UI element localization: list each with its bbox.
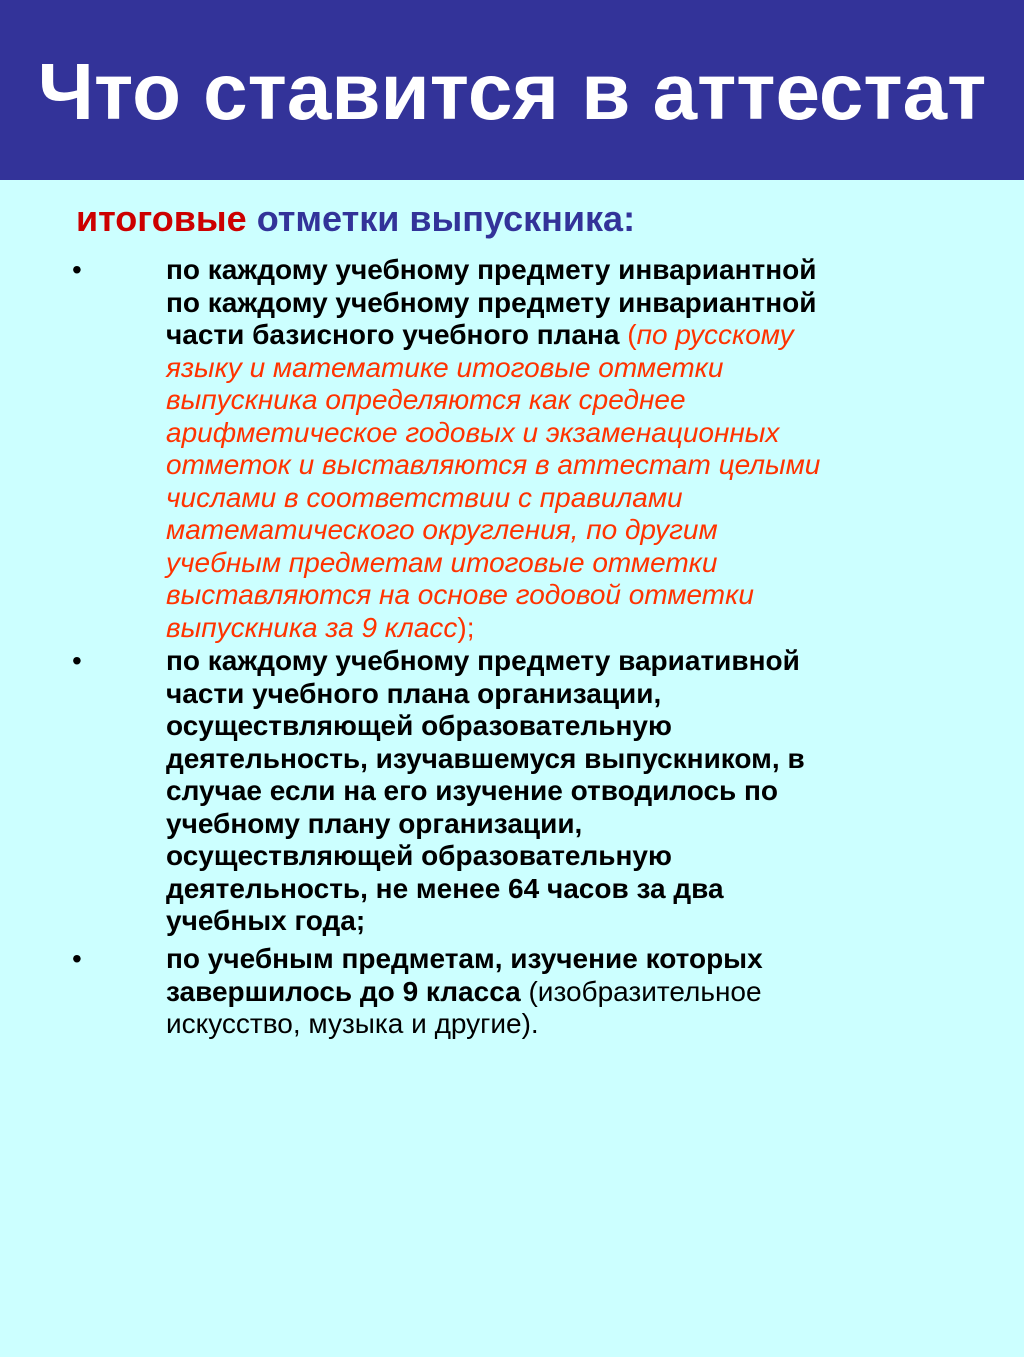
- text-line: по каждому учебному предмету вариативной: [166, 645, 800, 676]
- italic-note-line: арифметическое годовых и экзаменационных: [166, 416, 780, 448]
- plain-note: (изобразительное: [520, 975, 762, 1007]
- text-line: случае если на его изучение отводилось по: [166, 775, 779, 806]
- title-banner: [0, 0, 1024, 180]
- text-line: учебных года;: [166, 905, 366, 936]
- italic-note-line: выставляются на основе годовой отметки: [166, 579, 754, 610]
- italic-note: по русскому: [636, 319, 794, 350]
- text-line: по каждому учебному предмету инвариантной: [166, 286, 817, 318]
- paren-open: (: [627, 319, 637, 350]
- bullet-icon: •: [72, 943, 82, 974]
- paren-close: );: [457, 611, 475, 643]
- text-line: части базисного учебного плана: [166, 319, 628, 350]
- italic-note-line: числами в соответствии с правилами: [166, 481, 683, 513]
- plain-note-line: искусство, музыка и другие).: [166, 1008, 539, 1039]
- bullet-icon: •: [72, 254, 82, 285]
- page-title: Что ставится в аттестат: [37, 47, 987, 136]
- text-line: деятельность, изучавшемуся выпускником, в: [166, 742, 805, 774]
- text-line: по каждому учебному предмету инвариантной: [166, 254, 817, 285]
- italic-note-line: языку и математике итоговые отметки: [166, 351, 724, 383]
- text-line: деятельность, не менее 64 часов за два: [166, 872, 724, 904]
- list-item-text: [166, 254, 986, 644]
- list-item-text: [166, 645, 986, 938]
- text-line: осуществляющей образовательную: [166, 840, 672, 871]
- bullet-icon: •: [72, 645, 82, 676]
- text-line: части учебного плана организации,: [166, 677, 662, 709]
- list-item-text: [166, 943, 986, 1041]
- section-heading: [76, 196, 635, 242]
- heading-rest: отметки выпускника:: [246, 198, 636, 239]
- italic-note-line: отметок и выставляются в аттестат целыми: [166, 449, 821, 480]
- heading-accent-word: итоговые: [76, 198, 247, 239]
- text-line: учебному плану организации,: [166, 807, 583, 839]
- italic-note-line: выпускника за 9 класс: [166, 611, 458, 643]
- text-line: осуществляющей образовательную: [166, 710, 672, 741]
- text-line: завершилось до 9 класса: [166, 975, 521, 1007]
- italic-note-line: учебным предметам итоговые отметки: [166, 546, 718, 578]
- text-line: по учебным предметам, изучение которых: [166, 943, 763, 974]
- italic-note-line: математического округления, по другим: [166, 514, 718, 545]
- italic-note-line: выпускника определяются как среднее: [166, 384, 686, 415]
